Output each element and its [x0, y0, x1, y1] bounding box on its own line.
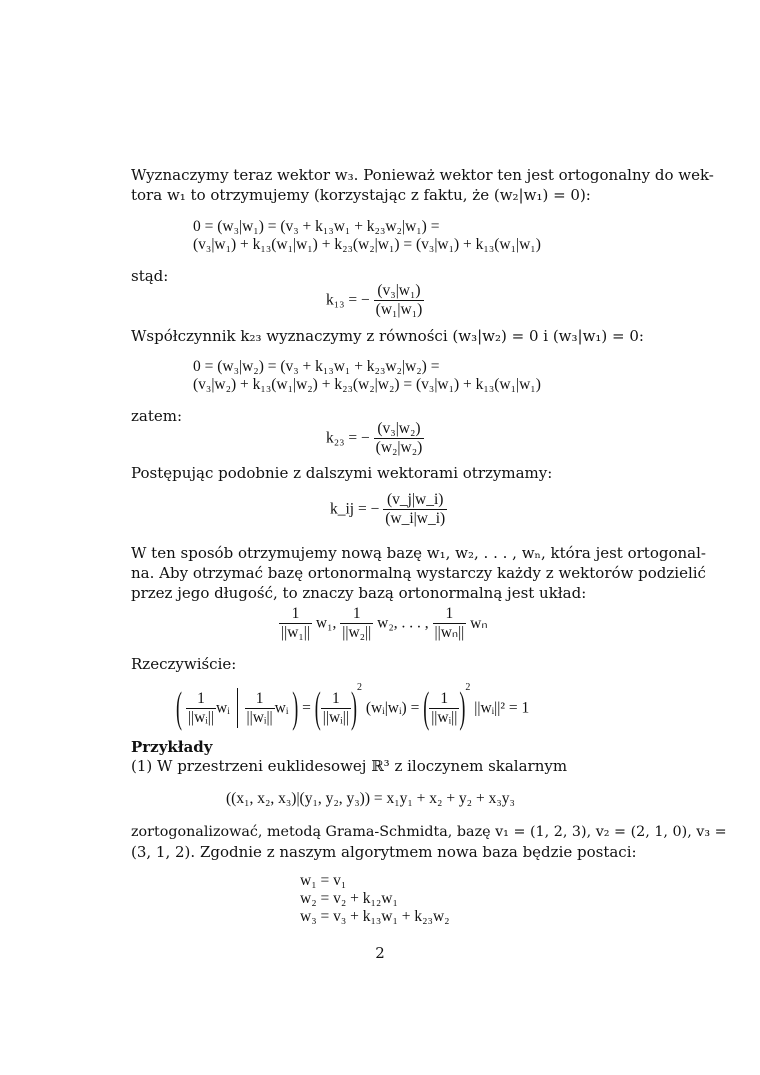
equation-norm: ( $\frac{1}{\text{||wᵢ||}}$ wᵢ $\frac{1}{\text{||wᵢ||}}$ wᵢ ) = ( $\frac{1}{\text{||wᵢ||}}$ )$^2$ (wᵢ|wᵢ) = ( $\frac{1}{\text{||wᵢ||}}$ )$^2$ ||wᵢ||² = 1 — [176, 682, 530, 732]
equation-inner-product: ((x₁, x₂, x₃)|(y₁, y₂, y₃)) = x₁y₁ + x₂ + y₂ + x₃y₃ — [226, 790, 515, 807]
k13-lhs: k₁₃ = − — [326, 291, 370, 309]
equation-orthonormal — [279, 605, 488, 642]
paragraph-3: Postępując podobnie z dalszymi wektorami otrzymamy: — [131, 464, 553, 482]
example-1-text-b: (3, 1, 2). Zgodnie z naszym algorytmem nowa baza będzie postaci: — [131, 843, 637, 861]
vec-w2: w₂, . . . , — [377, 614, 429, 632]
fraction-wi-a: $\frac{1}{\text{||wᵢ||}}$ — [187, 689, 215, 726]
kij-lhs: k_ij = − — [330, 500, 380, 518]
equation-w2: w₂ = v₂ + k₁₂w₁ — [300, 890, 398, 907]
paragraph-2: Współczynnik k₂₃ wyznaczymy z równości (w₃|w₂) = 0 i (w₃|w₁) = 0: — [131, 327, 644, 345]
fraction-wi-d: $\frac{1}{\text{||wᵢ||}}$ — [431, 689, 458, 726]
page-number: 2 — [375, 944, 385, 962]
section-heading-przyklady: Przykłady — [131, 738, 213, 756]
paragraph-1b: tora w₁ to otrzymujemy (korzystając z faktu, że (w₂|w₁) = 0): — [131, 186, 591, 204]
example-1-text-a: zortogonalizować, metodą Grama-Schmidta, bazę v₁ = (1, 2, 3), v₂ = (2, 1, 0), v₃ = — [131, 824, 727, 840]
equation-w3: w₃ = v₃ + k₁₃w₁ + k₂₃w₂ — [300, 908, 450, 925]
equation-2b: (v₃|w₂) + k₁₃(w₁|w₂) + k₂₃(w₂|w₂) = (v₃|w₁) + k₁₃(w₁|w₁) — [193, 376, 541, 393]
equation-1a: 0 = (w₃|w₁) = (v₃ + k₁₃w₁ + k₂₃w₂|w₁) = — [193, 218, 440, 235]
equation-kij — [330, 491, 447, 528]
equation-1b: (v₃|w₁) + k₁₃(w₁|w₁) + k₂₃(w₂|w₁) = (v₃|w₁) + k₁₃(w₁|w₁) — [193, 236, 541, 253]
paragraph-4c: przez jego długość, to znaczy bazą ortonormalną jest układ: — [131, 584, 587, 602]
label-stad: stąd: — [131, 267, 169, 285]
fraction-wi-c: $\frac{1}{\text{||wᵢ||}}$ — [322, 689, 349, 726]
paragraph-1a: Wyznaczymy teraz wektor w₃. Ponieważ wektor ten jest ortogonalny do wek- — [131, 166, 714, 184]
k23-fraction: $\frac{\text{(v₃|w₂)}}{\text{(w₂|w₂)}}$ — [375, 420, 423, 456]
equation-k13 — [326, 282, 424, 319]
fraction-wn: $\frac{1}{\text{||wₙ||}}$ — [434, 605, 465, 641]
equation-k23 — [326, 420, 424, 457]
vec-w1: w₁, — [315, 614, 337, 632]
paragraph-4a: W ten sposób otrzymujemy nową bazę w₁, w₂, . . . , wₙ, która jest ortogonal- — [131, 544, 706, 562]
k13-fraction: $\frac{\text{(v₃|w₁)}}{\text{(w₁|w₁)}}$ — [375, 282, 423, 318]
fraction-w2: $\frac{1}{\text{||w₂||}}$ — [342, 605, 372, 641]
equation-2a: 0 = (w₃|w₂) = (v₃ + k₁₃w₁ + k₂₃w₂|w₂) = — [193, 358, 440, 375]
fraction-wi-b: $\frac{1}{\text{||wᵢ||}}$ — [246, 689, 273, 726]
fraction-w1: $\frac{1}{\text{||w₁||}}$ — [281, 605, 311, 641]
equation-w1: w₁ = v₁ — [300, 872, 347, 889]
label-zatem: zatem: — [131, 407, 183, 425]
k23-lhs: k₂₃ = − — [326, 429, 370, 447]
example-1: (1) W przestrzeni euklidesowej ℝ³ z iloczynem skalarnym — [131, 757, 568, 775]
paragraph-4b: na. Aby otrzymać bazę ortonormalną wystarczy każdy z wektorów podzielić — [131, 564, 706, 582]
label-rzeczywiscie: Rzeczywiście: — [131, 655, 237, 673]
vec-wn: wₙ — [470, 615, 488, 632]
kij-fraction: $\frac{(v\_j|w\_i)}{(w\_i|w\_i)}$ — [385, 491, 446, 527]
